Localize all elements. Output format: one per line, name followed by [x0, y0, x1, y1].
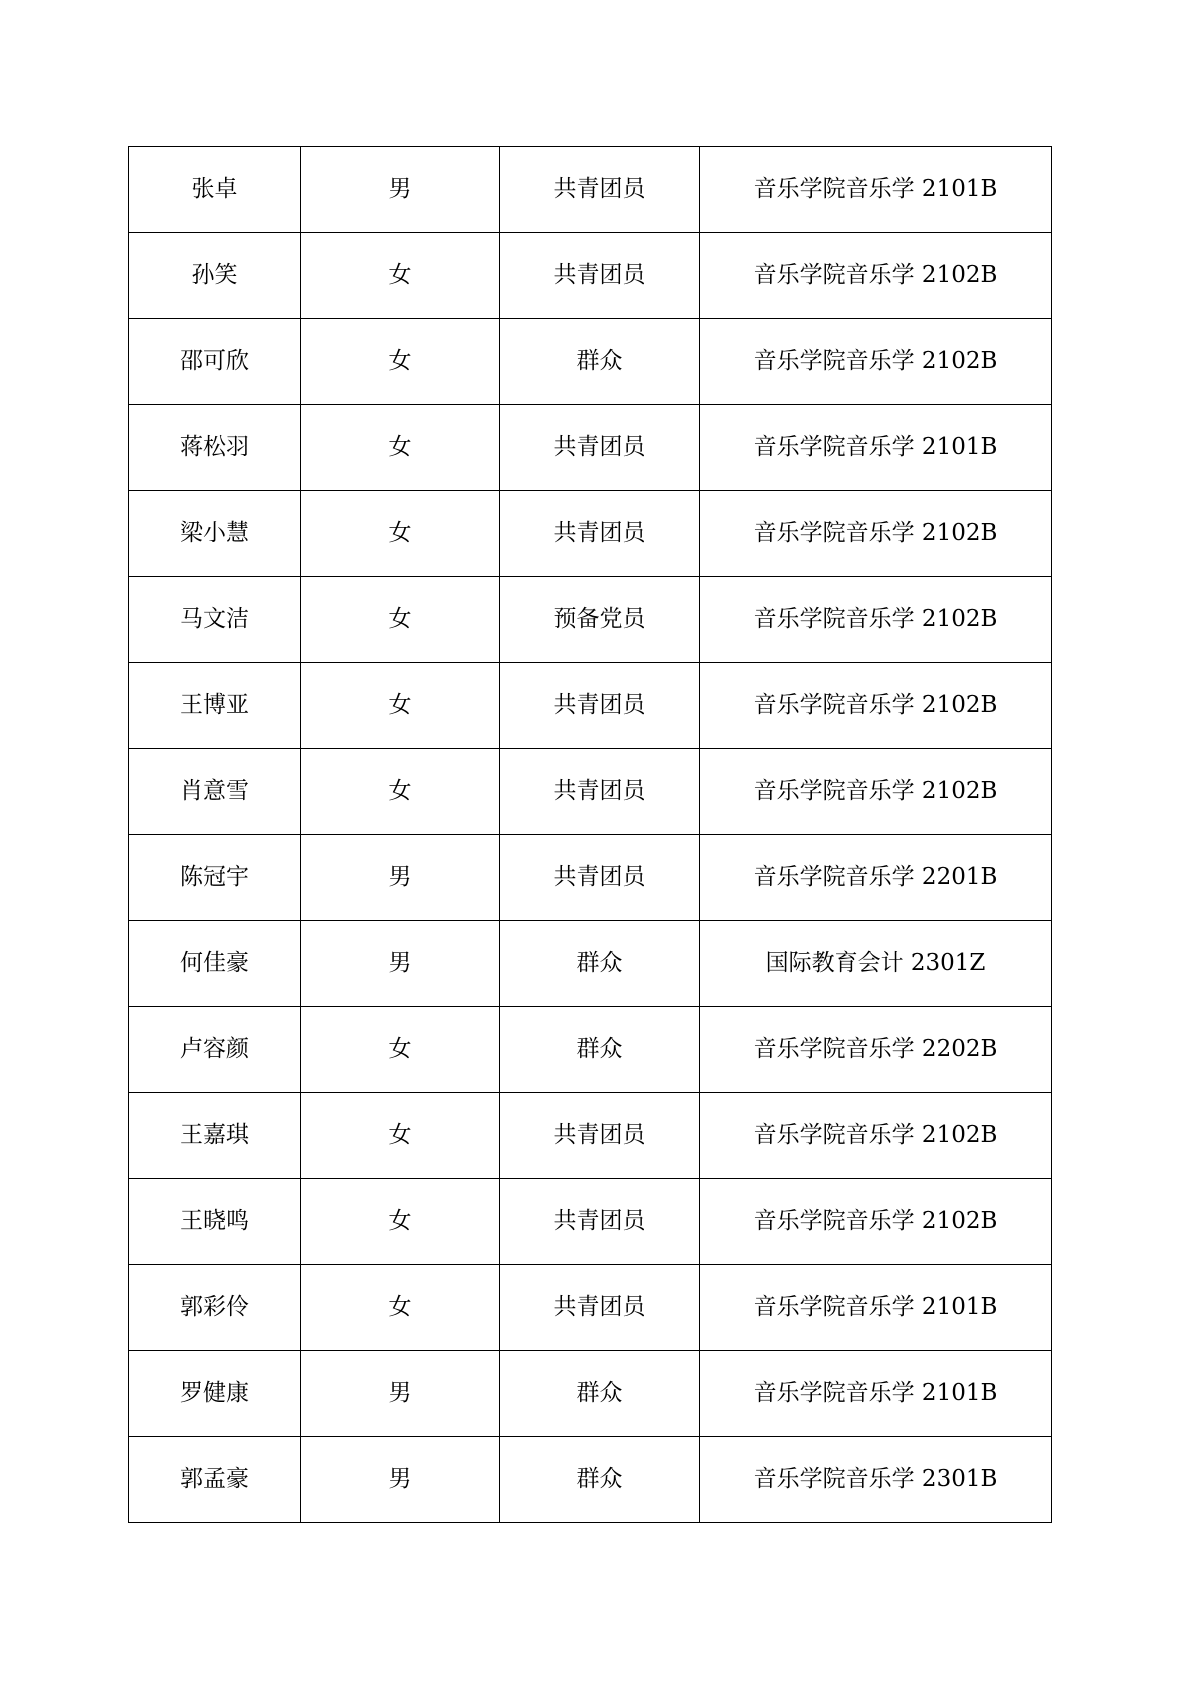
- class-cell: 音乐学院音乐学 2201B: [700, 835, 1052, 921]
- table-row: [129, 921, 1052, 1007]
- gender-cell: 女: [301, 319, 500, 405]
- student-name-cell: 王嘉琪: [129, 1093, 301, 1179]
- table-row: [129, 147, 1052, 233]
- political-status-cell: 共青团员: [500, 663, 700, 749]
- political-status-cell: 预备党员: [500, 577, 700, 663]
- student-name-cell: 肖意雪: [129, 749, 301, 835]
- class-cell: 音乐学院音乐学 2202B: [700, 1007, 1052, 1093]
- class-cell: 音乐学院音乐学 2101B: [700, 147, 1052, 233]
- student-roster-table: [128, 146, 1052, 1523]
- class-cell: 音乐学院音乐学 2101B: [700, 1265, 1052, 1351]
- table-row: [129, 319, 1052, 405]
- class-cell: 国际教育会计 2301Z: [700, 921, 1052, 1007]
- student-name-cell: 蒋松羽: [129, 405, 301, 491]
- student-name-cell: 何佳豪: [129, 921, 301, 1007]
- gender-cell: 女: [301, 663, 500, 749]
- class-cell: 音乐学院音乐学 2102B: [700, 233, 1052, 319]
- roster-table-body: [129, 147, 1052, 1523]
- gender-cell: 男: [301, 1437, 500, 1523]
- gender-cell: 女: [301, 577, 500, 663]
- political-status-cell: 共青团员: [500, 1093, 700, 1179]
- student-name-cell: 郭彩伶: [129, 1265, 301, 1351]
- political-status-cell: 共青团员: [500, 405, 700, 491]
- table-row: [129, 491, 1052, 577]
- political-status-cell: 群众: [500, 319, 700, 405]
- table-row: [129, 577, 1052, 663]
- table-row: [129, 1007, 1052, 1093]
- student-name-cell: 郭孟豪: [129, 1437, 301, 1523]
- table-row: [129, 233, 1052, 319]
- gender-cell: 女: [301, 749, 500, 835]
- political-status-cell: 共青团员: [500, 1265, 700, 1351]
- class-cell: 音乐学院音乐学 2101B: [700, 405, 1052, 491]
- table-row: [129, 1265, 1052, 1351]
- table-row: [129, 835, 1052, 921]
- student-name-cell: 梁小慧: [129, 491, 301, 577]
- table-row: [129, 1093, 1052, 1179]
- gender-cell: 女: [301, 1093, 500, 1179]
- table-row: [129, 1437, 1052, 1523]
- table-row: [129, 1179, 1052, 1265]
- political-status-cell: 共青团员: [500, 233, 700, 319]
- student-name-cell: 王晓鸣: [129, 1179, 301, 1265]
- political-status-cell: 共青团员: [500, 835, 700, 921]
- table-row: [129, 749, 1052, 835]
- gender-cell: 女: [301, 491, 500, 577]
- class-cell: 音乐学院音乐学 2102B: [700, 319, 1052, 405]
- political-status-cell: 共青团员: [500, 491, 700, 577]
- gender-cell: 男: [301, 1351, 500, 1437]
- student-name-cell: 马文洁: [129, 577, 301, 663]
- gender-cell: 女: [301, 1179, 500, 1265]
- student-name-cell: 陈冠宇: [129, 835, 301, 921]
- political-status-cell: 群众: [500, 1007, 700, 1093]
- class-cell: 音乐学院音乐学 2301B: [700, 1437, 1052, 1523]
- student-name-cell: 罗健康: [129, 1351, 301, 1437]
- class-cell: 音乐学院音乐学 2102B: [700, 577, 1052, 663]
- political-status-cell: 共青团员: [500, 749, 700, 835]
- gender-cell: 女: [301, 1265, 500, 1351]
- class-cell: 音乐学院音乐学 2101B: [700, 1351, 1052, 1437]
- political-status-cell: 群众: [500, 1351, 700, 1437]
- political-status-cell: 群众: [500, 1437, 700, 1523]
- gender-cell: 男: [301, 921, 500, 1007]
- table-row: [129, 1351, 1052, 1437]
- student-name-cell: 张卓: [129, 147, 301, 233]
- gender-cell: 女: [301, 1007, 500, 1093]
- political-status-cell: 共青团员: [500, 147, 700, 233]
- gender-cell: 女: [301, 233, 500, 319]
- student-name-cell: 王博亚: [129, 663, 301, 749]
- class-cell: 音乐学院音乐学 2102B: [700, 749, 1052, 835]
- class-cell: 音乐学院音乐学 2102B: [700, 663, 1052, 749]
- table-row: [129, 405, 1052, 491]
- gender-cell: 男: [301, 147, 500, 233]
- class-cell: 音乐学院音乐学 2102B: [700, 1093, 1052, 1179]
- class-cell: 音乐学院音乐学 2102B: [700, 491, 1052, 577]
- gender-cell: 女: [301, 405, 500, 491]
- student-name-cell: 卢容颜: [129, 1007, 301, 1093]
- political-status-cell: 群众: [500, 921, 700, 1007]
- student-name-cell: 邵可欣: [129, 319, 301, 405]
- political-status-cell: 共青团员: [500, 1179, 700, 1265]
- class-cell: 音乐学院音乐学 2102B: [700, 1179, 1052, 1265]
- gender-cell: 男: [301, 835, 500, 921]
- student-name-cell: 孙笑: [129, 233, 301, 319]
- table-row: [129, 663, 1052, 749]
